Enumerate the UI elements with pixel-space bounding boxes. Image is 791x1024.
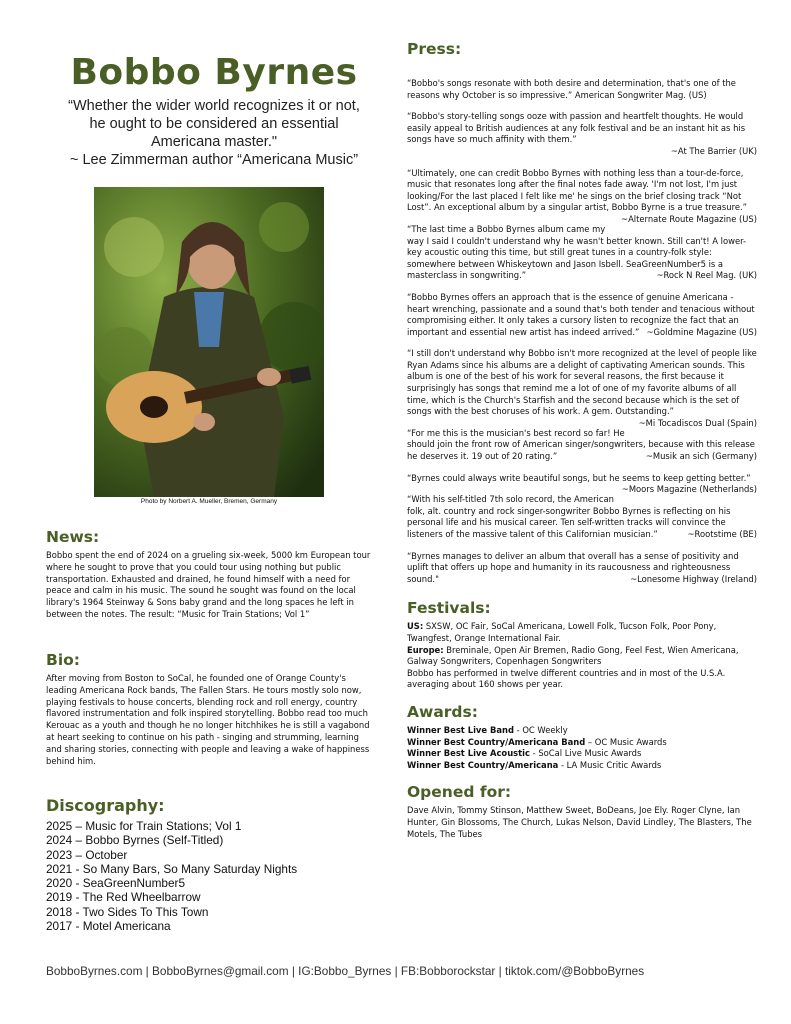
discography-list [46, 819, 376, 933]
festivals-heading: Festivals: [407, 599, 491, 618]
press-quote: “Bobbo Byrnes offers an approach that is the essence of genuine Americana - heart wrenching, passionate and a sound that's both tender and tenacious without compromising either. It only takes a cursory listen to recognize the fact that an important and essential new artist has indeed arrived.” [407, 291, 755, 337]
header-block [46, 40, 382, 169]
photo-caption: Photo by Norbert A. Mueller, Bremen, Germany [140, 498, 278, 505]
festivals-us [407, 621, 757, 644]
festivals-europe [407, 645, 757, 668]
list-item: 2018 - Two Sides To This Town [46, 904, 209, 919]
opened-for-section [407, 783, 757, 840]
press-quote-line-2: he ought to be considered an essential [89, 116, 339, 132]
press-item [407, 111, 757, 157]
award-source: - OC Weekly [513, 724, 568, 735]
press-quote: “I still don't understand why Bobbo isn't more recognized at the level of people like Ryan Adams since his albums are a delight of captivating American sounds. This album is one of the best of his work for several reasons, the first because it surprisingly has songs that remind me a lot of one of my favorite albums of all time, which is the Church's Starfish and the second because which is the set of songs with the best choruses of his work. A gem. Outstanding.” [407, 348, 757, 417]
list-item: 2019 - The Red Wheelbarrow [46, 890, 201, 905]
bio-heading: Bio: [46, 651, 80, 669]
press-source: ~Musik an sich (Germany) [645, 451, 757, 462]
press-source: ~Moors Magazine (Netherlands) [621, 484, 757, 495]
news-text: Bobbo spent the end of 2024 on a grueling six-week, 5000 km European tour where he sought to prove that you could tour using nothing but public transportation. Exhausted and drained, he found himself with a need for peace and calm in his music. The sound he sought was found on the local library's 1964 Steinway & Sons baby grand and the long spaces he left in between the notes. The result: “Music for Train Stations; Vol 1” [46, 550, 371, 619]
press-source: ~Mi Tocadiscos Dual (Spain) [638, 417, 757, 428]
news-section [46, 528, 376, 621]
contact-footer: BobboByrnes.com | BobboByrnes@gmail.com | IG:Bobbo_Byrnes | FB:Bobborockstar | tiktok.com/@BobboByrnes [46, 964, 645, 978]
award-name: Winner Best Country/Americana [407, 759, 559, 770]
list-item: 2025 – Music for Train Stations; Vol 1 [46, 819, 242, 833]
opened-for-heading: Opened for: [407, 783, 512, 802]
news-heading: News: [46, 528, 100, 546]
press-quote: “Bobbo's story-telling songs ooze with passion and heartfelt thoughts. He would easily appeal to British audiences at any folk festival and be an instant hit as his songs have so much affinity with them.” [407, 111, 746, 145]
award-item [407, 748, 757, 760]
press-item [407, 224, 757, 282]
award-item [407, 725, 757, 737]
press-item [407, 472, 757, 495]
press-item [407, 428, 757, 463]
press-item [407, 292, 757, 338]
award-name: Winner Best Country/Americana Band [407, 736, 586, 747]
festivals-section [407, 599, 757, 691]
discography-section [46, 796, 376, 933]
press-item [407, 78, 757, 101]
press-quote: “Byrnes manages to deliver an album that overall has a sense of positivity and uplift that offers up hope and humanity in its raucousness and righteousness sound." [407, 550, 739, 584]
press-quote: “The last time a Bobbo Byrnes album came my way I said I couldn't understand why he wasn't better known. Still can't! A lower-key acoustic outing this time, but still great tunes in a country-folk style: somewhere between Whiskeytown and Jason Isbell. SeaGreenNumber5 is a masterclass in songwriting.” [407, 223, 747, 281]
press-quote-line-3: Americana master." [150, 134, 278, 150]
press-quote: “Ultimately, one can credit Bobbo Byrnes with nothing less than a tour-de-force, music that resonates long after the final notes fade away. 'I'm not lost, I'm just looking/For the last placed I felt like me' he sings on the brief closing track “Not Lost”. An exceptional album by a singular artist, Bobbo Byrne is a true treasure.” [407, 167, 747, 213]
press-source: ~Rock N Reel Mag. (UK) [656, 270, 757, 281]
award-item [407, 760, 757, 772]
festivals-europe-text: Breminale, Open Air Bremen, Radio Gong, Feel Fest, Wien Americana, Galway Songwriters, Copenhagen Songwriters [407, 644, 739, 667]
awards-section [407, 703, 757, 771]
list-item: 2017 - Motel Americana [46, 919, 171, 934]
list-item: 2023 – October [46, 847, 128, 862]
list-item: 2021 - So Many Bars, So Many Saturday Nights [46, 861, 298, 876]
press-source: ~Alternate Route Magazine (US) [621, 213, 757, 224]
press-item [407, 348, 757, 428]
bio-section [46, 651, 376, 767]
press-quote-line-1: “Whether the wider world recognizes it or not, [68, 98, 360, 114]
award-source: – OC Music Awards [585, 736, 667, 747]
press-heading: Press: [407, 40, 462, 58]
discography-heading: Discography: [46, 796, 165, 815]
artist-name: Bobbo Byrnes [70, 52, 358, 93]
press-source: ~Goldmine Magazine (US) [646, 326, 757, 337]
award-source: - LA Music Critic Awards [558, 759, 662, 770]
press-quote: “For me this is the musician's best record so far! He should join the front row of American singer/songwriters, because with this release he deserves it. 19 out of 20 rating.” [407, 427, 755, 462]
festivals-us-label: US: [407, 621, 424, 632]
press-quote: “Bobbo's songs resonate with both desire and determination, that's one of the reasons why October is so impressive.” American Songwriter Mag. (US) [407, 78, 736, 100]
press-source: ~Rootstime (BE) [687, 529, 757, 539]
award-name: Winner Best Live Acoustic [407, 748, 530, 759]
right-column [407, 40, 757, 840]
award-source: - SoCal Live Music Awards [529, 748, 642, 759]
list-item: 2020 - SeaGreenNumber5 [46, 876, 186, 891]
opened-for-text: Dave Alvin, Tommy Stinson, Matthew Sweet, BoDeans, Joe Ely. Roger Clyne, Ian Hunter, Gin Blossoms, The Church, Lukas Nelson, David Lindley, The Blasters, The Motels, The Tubes [407, 805, 752, 839]
festivals-us-text: SXSW, OC Fair, SoCal Americana, Lowell Folk, Tucson Folk, Poor Pony, Twangfest, Orange International Fair. [407, 621, 717, 643]
press-source: ~Lonesome Highway (Ireland) [630, 573, 757, 584]
award-item [407, 737, 757, 749]
press-item [407, 167, 757, 224]
press-item [407, 551, 757, 586]
list-item: 2024 – Bobbo Byrnes (Self-Titled) [46, 833, 224, 848]
press-quote: “Byrnes could always write beautiful songs, but he seems to keep getting better.” [407, 472, 751, 483]
artist-photo [94, 187, 324, 497]
press-item [407, 494, 757, 540]
press-quote: “With his self-titled 7th solo record, the American folk, alt. country and rock singer-songwriter Bobbo Byrnes is reflecting on his personal life and his musical career. Ten self-written tracks will convince the listeners of the massive talent of this Californian musician.” [407, 494, 731, 539]
press-source: ~At The Barrier (UK) [670, 145, 757, 156]
award-name: Winner Best Live Band [407, 724, 514, 735]
bio-text: After moving from Boston to SoCal, he founded one of Orange County's leading Americana Rock bands, The Fallen Stars. He tours mostly solo now, playing festivals to house concerts, blending rock and roll energy, country flavored instrumentation and folk inspired storytelling. Bobbo read too much Kerouac as a youth and though he no longer hitchhikes he is still a vagabond at heart seeking to continue on his path - singing and strumming, learning and sharing stories, connecting with people and leaving a wake of happiness behind him. [46, 673, 370, 766]
festivals-summary: Bobbo has performed in twelve different countries and in most of the U.S.A. averaging about 160 shows per year. [407, 667, 726, 690]
festivals-europe-label: Europe: [407, 644, 444, 655]
press-quote-attribution: ~ Lee Zimmerman author “Americana Music” [69, 152, 359, 168]
awards-heading: Awards: [407, 702, 478, 721]
